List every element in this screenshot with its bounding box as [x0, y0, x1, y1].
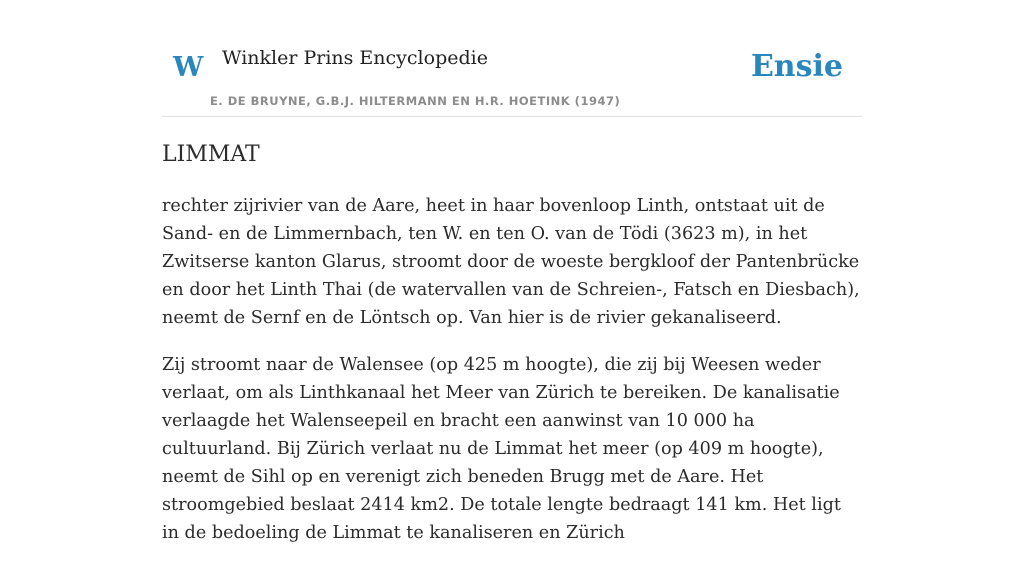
publication-logo[interactable]: W [173, 52, 204, 83]
entry-paragraph-2: Zij stroomt naar de Walensee (op 425 m hoogte), die zij bij Weesen weder verlaat, om als Linthkanaal het Meer van Zürich te bereiken. De kanalisatie verlaagde het Walenseepeil en bracht een aanwinst van 10 000 ha cultuurland. Bij Zürich verlaat nu de Limmat het meer (op 409 m hoogte), neemt de Sihl op en verenigt zich beneden Brugg met de Aare. Het stroomgebied beslaat 2414 km2. De totale lengte bedraagt 141 km. Het ligt in de bedoeling de Limmat te kanaliseren en Zürich [162, 355, 841, 543]
entry-body [162, 192, 862, 566]
page-container [162, 0, 862, 543]
publication-authors: E. DE BRUYNE, G.B.J. HILTERMANN EN H.R. HOETINK (1947) [210, 94, 621, 108]
entry-paragraph-1: rechter zijrivier van de Aare, heet in haar bovenloop Linth, ontstaat uit de Sand- en de Limmernbach, ten W. en ten O. van de Tödi (3623 m), in het Zwitserse kanton Glarus, stroomt door de woeste bergkloof der Pantenbrücke en door het Linth Thai (de watervallen van de Schreien-, Fatsch en Diesbach), neemt de Sernf en de Löntsch op. Van hier is de rivier gekanaliseerd. [162, 196, 860, 328]
site-header [162, 0, 862, 117]
publication-title[interactable]: Winkler Prins Encyclopedie [222, 47, 488, 69]
entry-title: LIMMAT [162, 142, 260, 167]
ensie-brand-logo[interactable]: Ensie [750, 49, 843, 84]
